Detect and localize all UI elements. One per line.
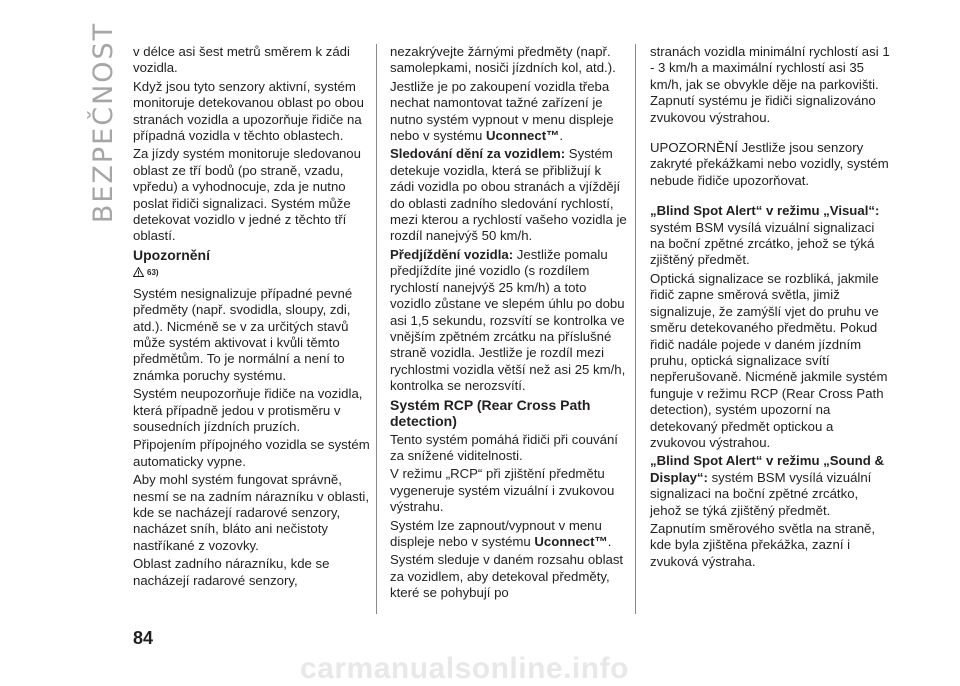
paragraph-text: Systém detekuje vozidla, která se přibližují k zádi vozidla po obou stranách a vjíždějí do oblasti zadního sledování rychlostí, mezi kterou a rychlostí vašeho vozidla je rozdíl nanejvýš 50 km/h. [390, 146, 627, 244]
uconnect-label: Uconnect™ [534, 533, 608, 549]
column-2 [390, 44, 628, 604]
warning-triangle-icon [133, 265, 144, 281]
paragraph-text: Systém lze zapnout/vypnout v menu displeje nebo v systému [390, 517, 602, 549]
paragraph: V režimu „RCP“ při zjištění předmětu vygeneruje systém vizuální i zvukovou výstrahu. [390, 466, 615, 515]
paragraph: v délce asi šest metrů směrem k zádi vozidla. [133, 44, 350, 76]
overtaking-label: Předjíždění vozidla: [390, 246, 514, 262]
paragraph-switch [390, 518, 628, 551]
sound-display-mode-label: „Blind Spot Alert“ v režimu „Sound & Display“: [650, 453, 884, 485]
punctuation: . [607, 533, 612, 549]
paragraph: Systém neupozorňuje řidiče na vozidla, která případně jedou v protisměru v sousedních jízdních pruzích. [133, 386, 363, 435]
column-3 [650, 44, 890, 572]
visual-mode-label: „Blind Spot Alert“ v režimu „Visual“: [650, 203, 880, 219]
column-divider-1 [376, 44, 377, 614]
paragraph: Aby mohl systém fungovat správně, nesmí se na zadním nárazníku v oblasti, kde se nacházejí radarové senzory, nacházet sníh, bláto ani nečistoty nastříkané z vozovky. [133, 472, 370, 553]
paragraph: Připojením přípojného vozidla se systém automaticky vypne. [133, 437, 370, 469]
paragraph-towing [390, 79, 628, 145]
paragraph-text: Jestliže pomalu předjíždíte jiné vozidlo (s rozdílem rychlostí nanejvýš 25 km/h) a toto vozidlo zůstane ve slepém úhlu po dobu asi 1,5 sekundu, rozsvítí se kontrolka ve vnějším zpětném zrcátku na příslušné straně vozidla. Jestliže je rozdíl mezi rychlostmi vozidla větší než asi 25 km/h, kontrolka se nerozsvítí. [390, 246, 626, 394]
paragraph-visual-mode [650, 203, 890, 269]
paragraph: Když jsou tyto senzory aktivní, systém monitoruje detekovanou oblast po obou stranách vozidla a upozorňuje řidiče na případná vozidla v těchto oblastech. [133, 78, 364, 144]
paragraph-text: Jestliže je po zakoupení vozidla třeba nechat namontovat tažné zařízení je nutno systém vypnout v menu displeje nebo v systému [390, 78, 614, 144]
paragraph-sound-display-mode [650, 453, 890, 519]
paragraph: Systém sleduje v daném rozsahu oblast za vozidlem, aby detekoval předměty, které se pohybují po [390, 552, 624, 601]
paragraph-overtaking [390, 247, 628, 395]
reference-number: 63) [147, 268, 159, 278]
rear-monitoring-label: Sledování dění za vozidlem: [390, 146, 566, 162]
section-title: BEZPEČNOST [88, 21, 120, 223]
column-1 [133, 44, 371, 591]
paragraph-warning: UPOZORNĚNÍ Jestliže jsou senzory zakryté překážkami nebo vozidly, systém nebude řidiče upozorňovat. [650, 140, 889, 188]
paragraph: Systém nesignalizuje případné pevné předměty (např. svodidla, sloupy, zdi, atd.). Nicméně se v za určitých stavů může systém aktivovat i kvůli těmto předmětům. To je normální a není to známka poruchy systému. [133, 285, 353, 383]
warning-reference [133, 265, 371, 281]
heading-upozorneni: Upozornění [133, 246, 210, 263]
section-title-vertical [84, 21, 124, 223]
paragraph: nezakrývejte žárnými předměty (např. samolepkami, nosiči jízdních kol, atd.). [390, 44, 616, 76]
column-divider-2 [635, 44, 636, 614]
uconnect-label: Uconnect™ [486, 128, 560, 144]
page-number: 84 [133, 628, 154, 648]
paragraph: Tento systém pomáhá řidiči při couvání za snížené viditelnosti. [390, 431, 618, 463]
paragraph-text: systém BSM vysílá vizuální signalizaci na boční zpětné zrcátko, jehož se týká zjištěný předmět. [650, 469, 872, 518]
punctuation: . [559, 128, 563, 144]
paragraph: stranách vozidla minimální rychlostí asi 1 - 3 km/h a maximální rychlostí asi 35 km/h, jak se obvykle děje na parkovišti. Zapnutí systému je řidiči signalizováno zvukovou výstrahou. [650, 44, 890, 125]
watermark: carmanualsonline.info [300, 652, 629, 685]
paragraph: Oblast zadního nárazníku, kde se nacházejí radarové senzory, [133, 556, 330, 588]
paragraph: Optická signalizace se rozbliká, jakmile řidič zapne směrová světla, jimiž signalizuje, že zamýšlí vjet do pruhu ve směru detekovaného předmětu. Pokud řidič nadále pojede v daném jízdním pruhu, optická signalizace svítí nepřerušovaně. Nicméně jakmile systém funguje v režimu RCP (Rear Cross Path detection), systém upozorní na detekovaný předmět optickou a zvukovou výstrahou. [650, 270, 888, 450]
heading-rcp: Systém RCP (Rear Cross Path detection) [390, 396, 591, 430]
paragraph: Za jízdy systém monitoruje sledovanou oblast ze tří bodů (po straně, vzadu, vpředu) a vyhodnocuje, zda je nutno poslat řidiči signalizaci. Systém může detekovat vozidlo v jedné z těchto tří oblastí. [133, 146, 361, 244]
paragraph-rear-monitoring [390, 146, 628, 244]
paragraph: Zapnutím směrového světla na straně, kde byla zjištěna překážka, zazní i zvuková výstraha. [650, 520, 876, 569]
paragraph-text: systém BSM vysílá vizuální signalizaci na boční zpětné zrcátko, jehož se týká zjištěný předmět. [650, 219, 875, 268]
